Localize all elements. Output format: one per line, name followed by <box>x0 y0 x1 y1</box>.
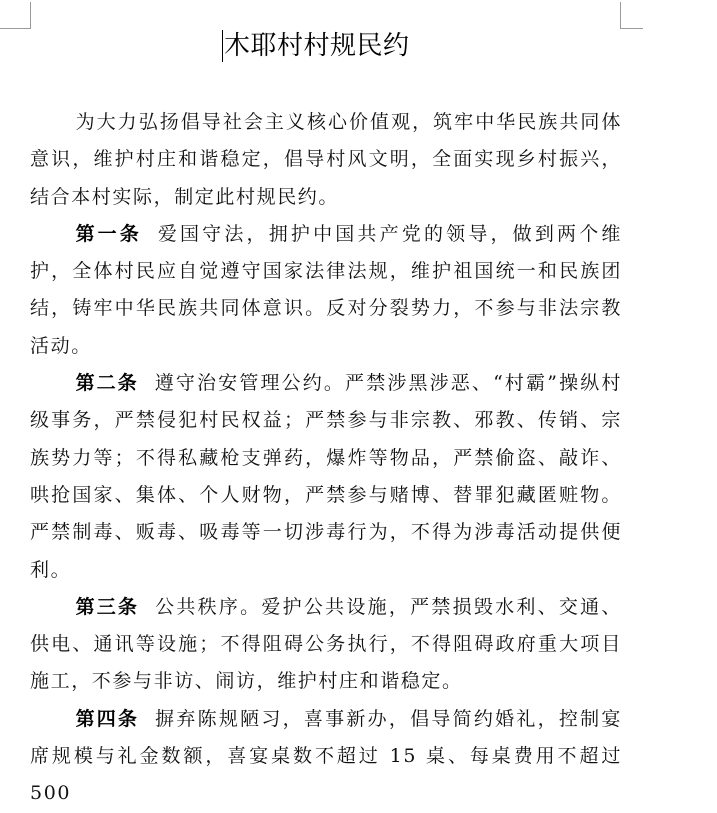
page-corner-mark-top-left <box>0 2 31 29</box>
text-cursor <box>222 30 223 62</box>
article-paragraph[interactable] <box>30 216 622 365</box>
article-text: 爱国守法，拥护中国共产党的领导，做到两个维护，全体村民应自觉遵守国家法律法规，维护祖国统一和民族团结，铸牢中华民族共同体意识。反对分裂势力，不参与非法宗教活动。 <box>30 222 622 357</box>
preamble-paragraph[interactable]: 为大力弘扬倡导社会主义核心价值观，筑牢中华民族共同体意识，维护村庄和谐稳定，倡导村风文明，全面实现乡村振兴，结合本村实际，制定此村规民约。 <box>30 111 622 208</box>
article-label: 第四条 <box>75 707 140 730</box>
article-label: 第三条 <box>75 595 140 618</box>
document-body[interactable] <box>30 104 622 813</box>
article-text: 公共秩序。爱护公共设施，严禁损毁水利、交通、供电、通讯等设施；不得阻碍公务执行，不得阻碍政府重大项目施工，不参与非访、闹访，维护村庄和谐稳定。 <box>30 595 622 693</box>
page-corner-mark-top-right <box>620 2 643 29</box>
article-text: 摒弃陈规陋习，喜事新办，倡导简约婚礼，控制宴席规模与礼金数额，喜宴桌数不超过 15 桌、每桌费用不超过 500 <box>30 707 622 805</box>
article-paragraph[interactable] <box>30 365 622 589</box>
article-text: 遵守治安管理公约。严禁涉黑涉恶、“村霸”操纵村级事务，严禁侵犯村民权益；严禁参与非宗教、邪教、传销、宗族势力等；不得私藏枪支弹药，爆炸等物品，严禁偷盗、敲诈、哄抢国家、集体、个人财物，严禁参与赌博、替罪犯藏匿赃物。严禁制毒、贩毒、吸毒等一切涉毒行为，不得为涉毒活动提供便利。 <box>30 372 622 581</box>
document-title[interactable]: 木耶村村规民约 <box>224 31 410 61</box>
article-paragraph[interactable] <box>30 589 622 701</box>
article-label: 第一条 <box>75 222 142 245</box>
article-paragraph[interactable] <box>30 701 622 813</box>
article-label: 第二条 <box>75 372 139 395</box>
